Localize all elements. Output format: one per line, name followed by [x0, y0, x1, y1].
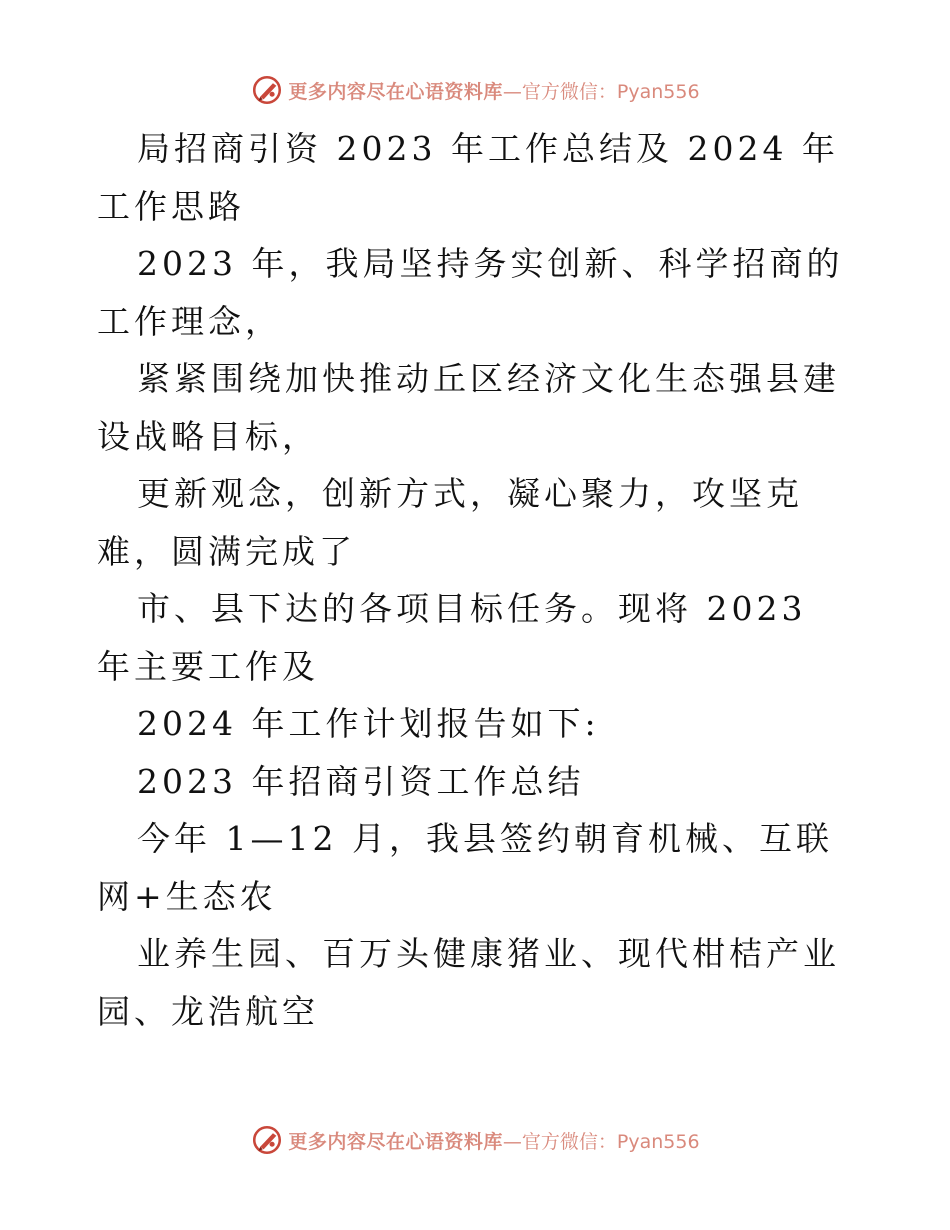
body-paragraph: 2024 年工作计划报告如下: [137, 704, 600, 743]
banner-main-text: 更多内容尽在心语资料库 [288, 80, 503, 103]
pen-logo-icon [250, 73, 284, 107]
body-paragraph: 业养生园、百万头健康猪业、现代柑桔产业园、龙浩航空 [97, 934, 840, 1031]
body-paragraph: 更新观念，创新方式，凝心聚力，攻坚克难，圆满完成了 [97, 474, 803, 571]
banner-contact-text: —官方微信：Pyan556 [502, 80, 700, 103]
body-paragraph: 2023 年，我局坚持务实创新、科学招商的工作理念， [97, 244, 844, 341]
document-body [97, 120, 857, 1040]
header-watermark-banner [0, 70, 950, 110]
banner-contact-text: —官方微信：Pyan556 [502, 1130, 700, 1153]
document-title: 局招商引资 2023 年工作总结及 2024 年工作思路 [97, 129, 839, 226]
footer-watermark-banner [0, 1120, 950, 1160]
banner-main-text: 更多内容尽在心语资料库 [288, 1130, 503, 1153]
body-paragraph: 今年 1—12 月，我县签约朝育机械、互联网+生态农 [97, 819, 833, 916]
pen-logo-icon [250, 1123, 284, 1157]
body-paragraph: 紧紧围绕加快推动丘区经济文化生态强县建设战略目标， [97, 359, 840, 456]
body-paragraph: 市、县下达的各项目标任务。现将 2023 年主要工作及 [97, 589, 807, 686]
section-heading: 2023 年招商引资工作总结 [137, 761, 585, 801]
